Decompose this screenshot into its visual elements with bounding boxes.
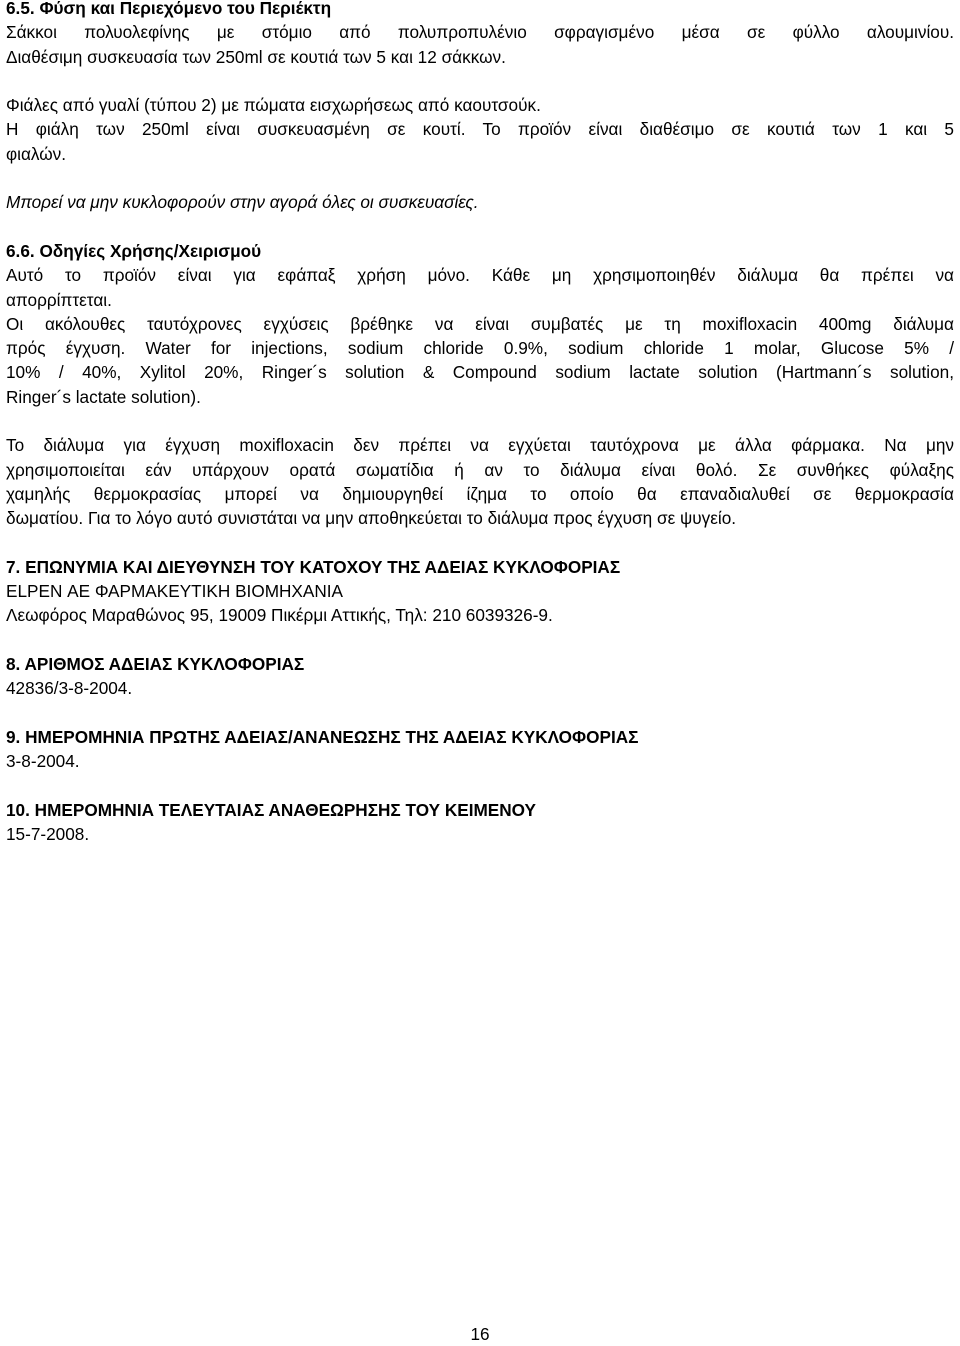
paragraph-line: Οι ακόλουθες ταυτόχρονες εγχύσεις βρέθηκε να είναι συμβατές με τη moxifloxacin 400mg διάλυμα: [6, 313, 954, 334]
company-name: ELPEN ΑΕ ΦΑΡΜΑΚΕΥΤΙΚΗ ΒΙΟΜΗΧΑΝΙΑ: [6, 581, 344, 602]
spacer: [6, 774, 954, 798]
paragraph-line: χαμηλής θερμοκρασίας μπορεί να δημιουργηθεί ίζημα το οποίο θα επαναδιαλυθεί σε θερμοκρασία: [6, 483, 954, 504]
section-heading: 10. ΗΜΕΡΟΜΗΝΙΑ ΤΕΛΕΥΤΑΙΑΣ ΑΝΑΘΕΩΡΗΣΗΣ ΤΟΥ ΚΕΙΜΕΝΟΥ: [6, 799, 537, 820]
paragraph-line: Η φιάλη των 250ml είναι συσκευασμένη σε κουτί. Το προϊόν είναι διαθέσιμο σε κουτιά των 1 και 5: [6, 119, 954, 140]
section-heading: 6.5. Φύση και Περιεχόμενο του Περιέκτη: [6, 0, 332, 18]
section-heading: 9. ΗΜΕΡΟΜΗΝΙΑ ΠΡΩΤΗΣ ΑΔΕΙΑΣ/ΑΝΑΝΕΩΣΗΣ ΤΗΣ ΑΔΕΙΑΣ ΚΥΚΛΟΦΟΡΙΑΣ: [6, 726, 639, 747]
paragraph-line: χρησιμοποιείται εάν υπάρχουν ορατά σωματίδια ή αν το διάλυμα είναι θολό. Σε συνθήκες φύλαξης: [6, 459, 954, 480]
section-heading: 6.6. Οδηγίες Χρήσης/Χειρισμού: [6, 240, 262, 261]
document-page: [6, 0, 954, 846]
section-8: [6, 652, 954, 725]
spacer: [6, 628, 954, 652]
packaging-note: Μπορεί να μην κυκλοφορούν στην αγορά όλες οι συσκευασίες.: [6, 192, 479, 213]
spacer: [6, 531, 954, 555]
section-6-5: [6, 0, 954, 239]
paragraph-line: Ringer´s lactate solution).: [6, 386, 201, 407]
paragraph-line: Διαθέσιμη συσκευασία των 250ml σε κουτιά των 5 και 12 σάκκων.: [6, 46, 506, 67]
spacer: [6, 409, 954, 433]
section-heading: 7. ΕΠΩΝΥΜΙΑ ΚΑΙ ΔΙΕΥΘΥΝΣΗ ΤΟΥ ΚΑΤΟΧΟΥ ΤΗΣ ΑΔΕΙΑΣ ΚΥΚΛΟΦΟΡΙΑΣ: [6, 556, 621, 577]
paragraph-line: δωματίου. Για το λόγο αυτό συνιστάται να μην αποθηκεύεται το διάλυμα προς έγχυση σε ψυγείο.: [6, 508, 737, 529]
section-10: [6, 798, 954, 847]
authorisation-number: 42836/3-8-2004.: [6, 678, 133, 699]
spacer: [6, 215, 954, 239]
spacer: [6, 701, 954, 725]
paragraph-line: Σάκκοι πολυολεφίνης με στόμιο από πολυπροπυλένιο σφραγισμένο μέσα σε φύλλο αλουμινίου.: [6, 22, 954, 43]
paragraph-line: Φιάλες από γυαλί (τύπου 2) με πώματα εισχωρήσεως από καουτσούκ.: [6, 95, 541, 116]
paragraph-line: φιαλών.: [6, 143, 67, 164]
paragraph-line: πρός έγχυση. Water for injections, sodium chloride 0.9%, sodium chloride 1 molar, Glucose 5% /: [6, 338, 954, 359]
section-7: [6, 555, 954, 652]
section-9: [6, 725, 954, 798]
spacer: [6, 166, 954, 190]
section-heading: 8. ΑΡΙΘΜΟΣ ΑΔΕΙΑΣ ΚΥΚΛΟΦΟΡΙΑΣ: [6, 654, 305, 675]
paragraph-line: 10% / 40%, Xylitol 20%, Ringer´s solution & Compound sodium lactate solution (Hartmann´s solution,: [6, 362, 954, 383]
paragraph-line: Αυτό το προϊόν είναι για εφάπαξ χρήση μόνο. Κάθε μη χρησιμοποιηθέν διάλυμα θα πρέπει να: [6, 265, 954, 286]
page-number: 16: [470, 1324, 490, 1344]
company-address: Λεωφόρος Μαραθώνος 95, 19009 Πικέρμι Αττικής, Τηλ: 210 6039326-9.: [6, 605, 553, 626]
section-6-6: [6, 239, 954, 555]
first-authorisation-date: 3-8-2004.: [6, 751, 80, 772]
revision-date: 15-7-2008.: [6, 824, 90, 845]
paragraph-line: απορρίπτεται.: [6, 289, 112, 310]
paragraph-line: Το διάλυμα για έγχυση moxifloxacin δεν πρέπει να εγχύεται ταυτόχρονα με άλλα φάρμακα. Να μην: [6, 435, 954, 456]
spacer: [6, 69, 954, 93]
